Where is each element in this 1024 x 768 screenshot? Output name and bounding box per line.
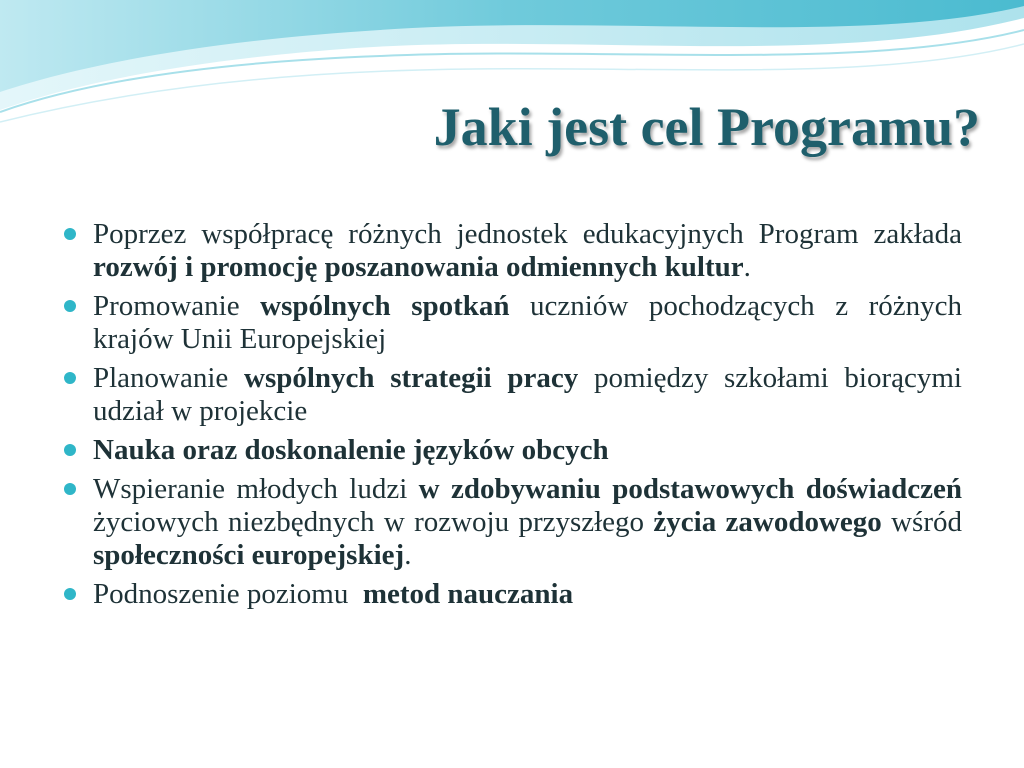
bullet-text: Promowanie [93, 290, 261, 322]
bullet-item-6 [62, 578, 962, 611]
bullet-dot-icon [64, 588, 76, 600]
bullet-item-5 [62, 473, 962, 572]
bullet-bold-text: społeczności europejskiej [93, 539, 405, 571]
bullet-dot-icon [64, 300, 76, 312]
bullet-bold-text: metod nauczania [362, 578, 574, 610]
bullet-list [62, 218, 962, 617]
bullet-dot-icon [64, 228, 76, 240]
bullet-text: Poprzez współpracę różnych jednostek edukacyjnych Program zakłada [93, 218, 962, 250]
bullet-text: uczniów pochodzących z różnych krajów Unii Europejskiej [93, 290, 963, 355]
bullet-item-1 [62, 218, 962, 284]
bullet-bold-text: w zdobywaniu podstawowych doświadczeń [418, 473, 962, 505]
bullet-text: . [743, 251, 751, 283]
bullet-dot-icon [64, 483, 76, 495]
bullet-item-4 [62, 434, 962, 467]
bullet-item-3 [62, 362, 962, 428]
bullet-bold-text: Nauka oraz doskonalenie języków obcych [93, 434, 609, 466]
slide-title: Jaki jest cel Programu? [433, 97, 980, 157]
bullet-text: Podnoszenie poziomu [93, 578, 363, 610]
bullet-bold-text: wspólnych strategii pracy [244, 362, 579, 394]
bullet-text: . [404, 539, 412, 571]
bullet-bold-text: rozwój i promocję poszanowania odmiennych kultur [93, 251, 744, 283]
bullet-item-2 [62, 290, 962, 356]
bullet-dot-icon [64, 372, 76, 384]
bullet-bold-text: życia zawodowego [653, 506, 882, 538]
bullet-bold-text: wspólnych spotkań [260, 290, 510, 322]
bullet-text: pomiędzy szkołami biorącymi udział w projekcie [93, 362, 962, 427]
bullet-text: życiowych niezbędnych w rozwoju przyszłego [93, 506, 654, 538]
bullet-dot-icon [64, 444, 76, 456]
bullet-text: wśród [881, 506, 962, 538]
bullet-text: Wspieranie młodych ludzi [93, 473, 419, 505]
bullet-text: Planowanie [93, 362, 244, 394]
